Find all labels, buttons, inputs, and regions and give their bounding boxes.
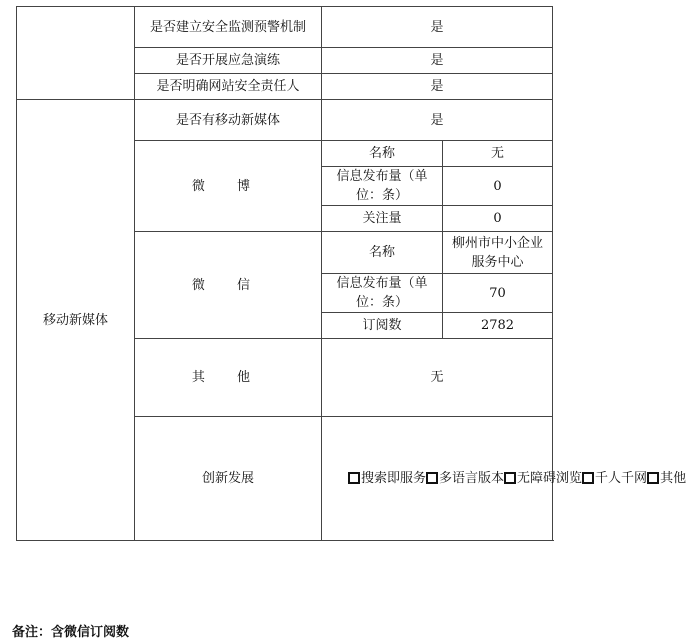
- checkbox-search[interactable]: [348, 472, 360, 484]
- wechat-posts-value: 70: [443, 274, 553, 313]
- weibo-posts-label: 信息发布量（单位：条）: [322, 167, 443, 206]
- innovation-label: 创新发展: [135, 417, 322, 541]
- other-value: 无: [322, 339, 553, 417]
- drill-label: 是否开展应急演练: [135, 48, 322, 74]
- has-media-label: 是否有移动新媒体: [135, 100, 322, 141]
- row-has-media: [17, 100, 553, 141]
- blank-section-cell: [17, 7, 135, 100]
- checkbox-other[interactable]: [647, 472, 659, 484]
- checkbox-accessibility[interactable]: [504, 472, 516, 484]
- weibo-name-value: 无: [443, 141, 553, 167]
- other-label: 其 他: [135, 339, 322, 417]
- weibo-follow-value: 0: [443, 206, 553, 232]
- checkbox-multilang[interactable]: [426, 472, 438, 484]
- option-search-label: 搜索即服务: [361, 471, 427, 486]
- row-monitoring: [17, 7, 553, 48]
- responsible-label: 是否明确网站安全责任人: [135, 74, 322, 100]
- has-media-value: 是: [322, 100, 553, 141]
- wechat-name-label: 名称: [322, 232, 443, 274]
- option-multilang-label: 多语言版本: [439, 471, 505, 486]
- responsible-value: 是: [322, 74, 553, 100]
- option-other-label: 其他: [660, 471, 686, 486]
- wechat-name-value: 柳州市中小企业服务中心: [443, 232, 553, 274]
- innovation-options: [322, 417, 686, 541]
- drill-value: 是: [322, 48, 553, 74]
- weibo-label: 微 博: [135, 141, 322, 232]
- weibo-name-label: 名称: [322, 141, 443, 167]
- wechat-sub-value: 2782: [443, 313, 553, 339]
- monitoring-label: 是否建立安全监测预警机制: [135, 7, 322, 48]
- media-section-label: 移动新媒体: [17, 100, 135, 541]
- report-table: [16, 6, 686, 541]
- option-accessibility-label: 无障碍浏览: [517, 471, 583, 486]
- wechat-posts-label: 信息发布量（单位：条）: [322, 274, 443, 313]
- weibo-follow-label: 关注量: [322, 206, 443, 232]
- wechat-sub-label: 订阅数: [322, 313, 443, 339]
- weibo-posts-value: 0: [443, 167, 553, 206]
- footnote: 备注：含微信订阅数: [12, 625, 130, 640]
- option-personalized-label: 千人千网: [595, 471, 648, 486]
- checkbox-personalized[interactable]: [582, 472, 594, 484]
- monitoring-value: 是: [322, 7, 553, 48]
- wechat-label: 微 信: [135, 232, 322, 339]
